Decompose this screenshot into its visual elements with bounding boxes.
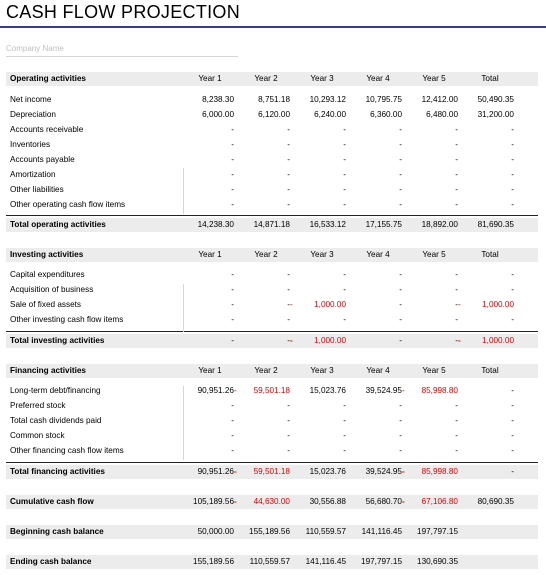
- operating-row-cell-2: 8,751.18: [258, 95, 290, 104]
- ending-cash-balance: [6, 555, 538, 569]
- investing-row: [6, 298, 538, 312]
- financing-header-cell-2: Year 2: [254, 366, 278, 375]
- operating-row-cell-5: -: [455, 125, 458, 134]
- financing-row: [6, 399, 538, 413]
- operating-row-cell-1: -: [231, 140, 234, 149]
- financing-row-cell-6: -: [511, 401, 514, 410]
- operating-row-cell-1: -: [231, 125, 234, 134]
- investing-header: [6, 248, 538, 262]
- financing-row-cell-6: -: [511, 416, 514, 425]
- negative-sign: -: [402, 386, 405, 395]
- financing-row-cell-5: -: [455, 431, 458, 440]
- beginning-cash-balance-label: Beginning cash balance: [10, 527, 104, 536]
- financing-row-cell-5: -: [455, 446, 458, 455]
- investing-total: [6, 334, 538, 348]
- investing-row: [6, 313, 538, 327]
- investing-total-cell-6: 1,000.00: [482, 336, 514, 345]
- financing-row-cell-2: -: [287, 416, 290, 425]
- operating-row-cell-3: -: [343, 170, 346, 179]
- operating-header-cell-2: Year 2: [254, 74, 278, 83]
- operating-row-cell-6: -: [511, 170, 514, 179]
- operating-row-cell-4: -: [399, 200, 402, 209]
- financing-row-cell-4: -: [399, 416, 402, 425]
- company-name-underline: [6, 56, 238, 57]
- operating-header-cell-6: Total: [481, 74, 499, 83]
- investing-total-cell-2: -: [287, 336, 290, 345]
- financing-row-cell-3: -: [343, 446, 346, 455]
- operating-row-cell-3: -: [343, 155, 346, 164]
- financing-row: [6, 429, 538, 443]
- financing-header-cell-5: Year 5: [422, 366, 446, 375]
- operating-row-cell-5: -: [455, 185, 458, 194]
- financing-row-cell-3: -: [343, 401, 346, 410]
- operating-row-label: Amortization: [10, 170, 56, 179]
- operating-row-cell-3: 6,240.00: [314, 110, 346, 119]
- financing-row-cell-3: 15,023.76: [309, 386, 346, 395]
- operating-header: [6, 72, 538, 86]
- financing-row: [6, 444, 538, 458]
- operating-row-cell-4: -: [399, 185, 402, 194]
- investing-total-cell-4: -: [399, 336, 402, 345]
- operating-row-cell-5: -: [455, 155, 458, 164]
- financing-total: [6, 465, 538, 479]
- operating-row-cell-1: 8,238.30: [202, 95, 234, 104]
- operating-row: [6, 93, 538, 107]
- operating-row-cell-6: -: [511, 200, 514, 209]
- investing-header-cell-4: Year 4: [366, 250, 390, 259]
- financing-row-cell-1: -: [231, 401, 234, 410]
- operating-total-label: Total operating activities: [10, 220, 106, 229]
- financing-row-label: Preferred stock: [10, 401, 66, 410]
- investing-row-label: Other investing cash flow items: [10, 315, 124, 324]
- investing-header-cell-6: Total: [481, 250, 499, 259]
- operating-row-cell-1: -: [231, 170, 234, 179]
- operating-row-cell-4: -: [399, 125, 402, 134]
- investing-total-cell-3: 1,000.00: [314, 336, 346, 345]
- investing-row-cell-4: -: [399, 270, 402, 279]
- investing-row-cell-5: -: [455, 270, 458, 279]
- operating-row-cell-2: -: [287, 200, 290, 209]
- financing-total-cell-5: 85,998.80: [421, 467, 458, 476]
- investing-row-cell-1: -: [231, 315, 234, 324]
- negative-sign: -: [234, 497, 237, 506]
- operating-total-cell-3: 16,533.12: [309, 220, 346, 229]
- financing-row-cell-5: -: [455, 416, 458, 425]
- operating-row-cell-6: -: [511, 185, 514, 194]
- operating-row-cell-1: -: [231, 155, 234, 164]
- operating-row-label: Accounts receivable: [10, 125, 84, 134]
- investing-row-cell-5: -: [455, 285, 458, 294]
- investing-row-label: Capital expenditures: [10, 270, 85, 279]
- financing-row-cell-5: -: [455, 401, 458, 410]
- investing-row-cell-2: -: [287, 270, 290, 279]
- investing-total-cell-1: -: [231, 336, 234, 345]
- investing-row-cell-6: -: [511, 285, 514, 294]
- operating-row: [6, 108, 538, 122]
- operating-row-cell-2: -: [287, 140, 290, 149]
- investing-row-label: Acquisition of business: [10, 285, 94, 294]
- beginning-cash-balance-cell-1: 50,000.00: [197, 527, 234, 536]
- section-divider: [6, 215, 538, 216]
- cumulative-cash-flow-cell-5: 67,106.80: [421, 497, 458, 506]
- operating-total-cell-4: 17,155.75: [365, 220, 402, 229]
- financing-total-cell-3: 15,023.76: [309, 467, 346, 476]
- operating-row-cell-4: 10,795.75: [365, 95, 402, 104]
- financing-header-cell-6: Total: [481, 366, 499, 375]
- operating-row-cell-2: -: [287, 185, 290, 194]
- financing-row-cell-2: -: [287, 446, 290, 455]
- financing-row-cell-3: -: [343, 416, 346, 425]
- financing-row-cell-2: 59,501.18: [253, 386, 290, 395]
- cumulative-cash-flow-cell-3: 30,556.88: [309, 497, 346, 506]
- operating-row-cell-5: 12,412.00: [421, 95, 458, 104]
- financing-row-label: Common stock: [10, 431, 65, 440]
- investing-row-cell-2: -: [287, 285, 290, 294]
- title-bar: [0, 0, 546, 28]
- investing-row-cell-3: 1,000.00: [314, 300, 346, 309]
- negative-sign: -: [458, 300, 461, 309]
- operating-row-cell-1: -: [231, 200, 234, 209]
- investing-row-cell-2: -: [287, 315, 290, 324]
- input-guide-line: [183, 168, 184, 214]
- financing-total-cell-2: 59,501.18: [253, 467, 290, 476]
- investing-total-label: Total investing activities: [10, 336, 105, 345]
- operating-row-cell-6: 31,200.00: [477, 110, 514, 119]
- ending-cash-balance-cell-3: 141,116.45: [305, 557, 346, 566]
- financing-row-label: Other financing cash flow items: [10, 446, 124, 455]
- cumulative-cash-flow-cell-2: 44,630.00: [253, 497, 290, 506]
- operating-row-cell-3: -: [343, 200, 346, 209]
- investing-row-cell-3: -: [343, 285, 346, 294]
- operating-total: [6, 218, 538, 232]
- operating-header-cell-5: Year 5: [422, 74, 446, 83]
- financing-row-cell-5: 85,998.80: [421, 386, 458, 395]
- financing-total-cell-4: 39,524.95: [365, 467, 402, 476]
- financing-header-label: Financing activities: [10, 366, 86, 375]
- section-divider: [6, 462, 538, 463]
- investing-total-cell-5: -: [455, 336, 458, 345]
- ending-cash-balance-cell-4: 197,797.15: [361, 557, 402, 566]
- investing-row-cell-3: -: [343, 270, 346, 279]
- page-title: CASH FLOW PROJECTION: [6, 2, 241, 22]
- investing-row-cell-1: -: [231, 285, 234, 294]
- financing-row-label: Total cash dividends paid: [10, 416, 102, 425]
- beginning-cash-balance-cell-2: 155,189.56: [249, 527, 290, 536]
- input-guide-line: [183, 284, 184, 332]
- financing-row-cell-6: -: [511, 431, 514, 440]
- financing-row-cell-4: -: [399, 401, 402, 410]
- company-name-field[interactable]: Company Name: [6, 44, 64, 53]
- operating-header-cell-4: Year 4: [366, 74, 390, 83]
- section-divider: [6, 331, 538, 332]
- cumulative-cash-flow-label: Cumulative cash flow: [10, 497, 94, 506]
- investing-row-cell-5: -: [455, 315, 458, 324]
- operating-header-label: Operating activities: [10, 74, 86, 83]
- investing-row-cell-6: 1,000.00: [482, 300, 514, 309]
- operating-row-label: Net income: [10, 95, 52, 104]
- investing-row-cell-4: -: [399, 285, 402, 294]
- operating-row-cell-5: -: [455, 140, 458, 149]
- operating-row-label: Depreciation: [10, 110, 56, 119]
- operating-row-cell-6: 50,490.35: [477, 95, 514, 104]
- operating-total-cell-6: 81,690.35: [477, 220, 514, 229]
- financing-row-cell-4: 39,524.95: [365, 386, 402, 395]
- financing-total-cell-1: 90,951.26: [197, 467, 234, 476]
- operating-row-cell-6: -: [511, 140, 514, 149]
- negative-sign: -: [234, 467, 237, 476]
- investing-row-cell-4: -: [399, 315, 402, 324]
- operating-row: [6, 198, 538, 212]
- financing-row-cell-6: -: [511, 446, 514, 455]
- operating-row: [6, 123, 538, 137]
- operating-row-label: Inventories: [10, 140, 51, 149]
- investing-header-cell-2: Year 2: [254, 250, 278, 259]
- negative-sign: -: [234, 386, 237, 395]
- investing-header-label: Investing activities: [10, 250, 84, 259]
- input-guide-line: [183, 386, 184, 460]
- financing-row-cell-2: -: [287, 401, 290, 410]
- operating-row-label: Accounts payable: [10, 155, 75, 164]
- operating-total-cell-2: 14,871.18: [253, 220, 290, 229]
- operating-row-cell-1: 6,000.00: [202, 110, 234, 119]
- ending-cash-balance-cell-2: 110,559.57: [249, 557, 290, 566]
- operating-row-cell-3: -: [343, 140, 346, 149]
- financing-row-cell-1: -: [231, 431, 234, 440]
- operating-row-label: Other liabilities: [10, 185, 64, 194]
- financing-total-label: Total financing activities: [10, 467, 105, 476]
- financing-row-cell-1: 90,951.26: [197, 386, 234, 395]
- operating-row-cell-4: 6,360.00: [370, 110, 402, 119]
- financing-header-cell-1: Year 1: [198, 366, 222, 375]
- cumulative-cash-flow: [6, 495, 538, 509]
- operating-row-cell-5: 6,480.00: [426, 110, 458, 119]
- investing-row: [6, 268, 538, 282]
- ending-cash-balance-cell-1: 155,189.56: [193, 557, 234, 566]
- operating-header-cell-1: Year 1: [198, 74, 222, 83]
- operating-row-cell-4: -: [399, 170, 402, 179]
- operating-row-cell-2: 6,120.00: [258, 110, 290, 119]
- cumulative-cash-flow-cell-6: 80,690.35: [477, 497, 514, 506]
- investing-row-cell-3: -: [343, 315, 346, 324]
- cumulative-cash-flow-cell-1: 105,189.56: [193, 497, 234, 506]
- negative-sign: -: [290, 336, 293, 345]
- financing-row-cell-6: -: [511, 386, 514, 395]
- operating-row-cell-5: -: [455, 200, 458, 209]
- operating-row-cell-2: -: [287, 170, 290, 179]
- cumulative-cash-flow-cell-4: 56,680.70: [365, 497, 402, 506]
- beginning-cash-balance-cell-3: 110,559.57: [305, 527, 346, 536]
- investing-header-cell-5: Year 5: [422, 250, 446, 259]
- beginning-cash-balance-cell-4: 141,116.45: [361, 527, 402, 536]
- negative-sign: -: [402, 497, 405, 506]
- operating-row: [6, 138, 538, 152]
- operating-total-cell-5: 18,892.00: [421, 220, 458, 229]
- investing-row-cell-4: -: [399, 300, 402, 309]
- financing-row: [6, 384, 538, 398]
- financing-header: [6, 364, 538, 378]
- investing-row-cell-6: -: [511, 315, 514, 324]
- operating-row-cell-3: -: [343, 125, 346, 134]
- beginning-cash-balance: [6, 525, 538, 539]
- investing-row: [6, 283, 538, 297]
- financing-row-cell-1: -: [231, 416, 234, 425]
- investing-row-cell-1: -: [231, 300, 234, 309]
- investing-header-cell-3: Year 3: [310, 250, 334, 259]
- operating-row: [6, 168, 538, 182]
- investing-row-label: Sale of fixed assets: [10, 300, 81, 309]
- operating-row: [6, 153, 538, 167]
- financing-row-cell-2: -: [287, 431, 290, 440]
- financing-header-cell-4: Year 4: [366, 366, 390, 375]
- negative-sign: -: [290, 300, 293, 309]
- ending-cash-balance-cell-5: 130,690.35: [417, 557, 458, 566]
- investing-row-cell-1: -: [231, 270, 234, 279]
- financing-row-cell-1: -: [231, 446, 234, 455]
- financing-row-cell-4: -: [399, 431, 402, 440]
- financing-row-label: Long-term debt/financing: [10, 386, 101, 395]
- investing-row-cell-6: -: [511, 270, 514, 279]
- operating-row-cell-4: -: [399, 155, 402, 164]
- operating-header-cell-3: Year 3: [310, 74, 334, 83]
- beginning-cash-balance-cell-5: 197,797.15: [417, 527, 458, 536]
- investing-row-cell-5: -: [455, 300, 458, 309]
- operating-row-label: Other operating cash flow items: [10, 200, 126, 209]
- operating-row-cell-6: -: [511, 155, 514, 164]
- operating-row-cell-5: -: [455, 170, 458, 179]
- financing-row: [6, 414, 538, 428]
- operating-row: [6, 183, 538, 197]
- negative-sign: -: [458, 336, 461, 345]
- investing-header-cell-1: Year 1: [198, 250, 222, 259]
- operating-row-cell-6: -: [511, 125, 514, 134]
- operating-row-cell-4: -: [399, 140, 402, 149]
- financing-header-cell-3: Year 3: [310, 366, 334, 375]
- financing-total-cell-6: -: [511, 467, 514, 476]
- negative-sign: -: [402, 467, 405, 476]
- operating-row-cell-2: -: [287, 155, 290, 164]
- operating-total-cell-1: 14,238.30: [197, 220, 234, 229]
- operating-row-cell-3: -: [343, 185, 346, 194]
- financing-row-cell-3: -: [343, 431, 346, 440]
- investing-row-cell-2: -: [287, 300, 290, 309]
- operating-row-cell-3: 10,293.12: [309, 95, 346, 104]
- financing-row-cell-4: -: [399, 446, 402, 455]
- ending-cash-balance-label: Ending cash balance: [10, 557, 92, 566]
- operating-row-cell-2: -: [287, 125, 290, 134]
- operating-row-cell-1: -: [231, 185, 234, 194]
